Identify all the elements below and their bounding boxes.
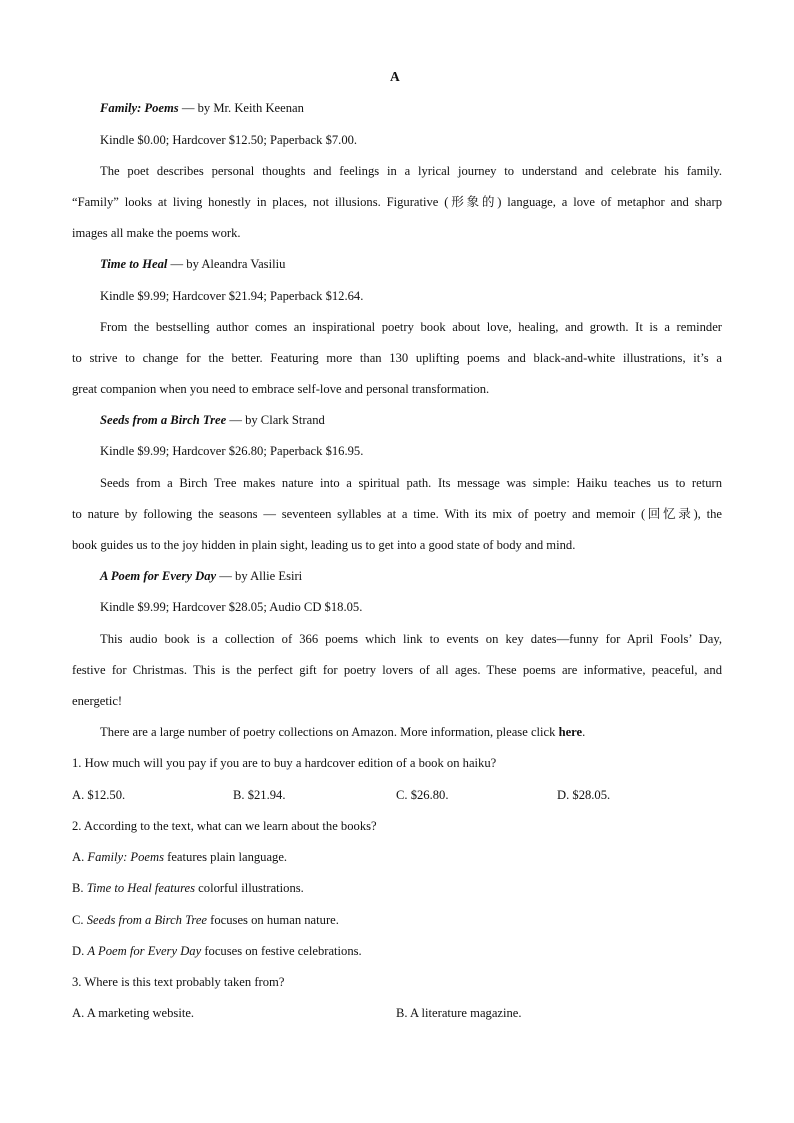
question-3-stem: 3. Where is this text probably taken from? (72, 975, 285, 989)
book-4-desc-line-3: energetic! (72, 694, 123, 708)
question-2-stem: 2. According to the text, what can we learn about the books? (72, 819, 377, 833)
book-4-prices: Kindle $9.99; Hardcover $28.05; Audio CD $18.05. (100, 600, 363, 614)
book-3-heading (100, 412, 325, 428)
question-2-option-b-title: Time to Heal features (86, 881, 196, 895)
book-3-prices: Kindle $9.99; Hardcover $26.80; Paperback $16.95. (100, 444, 364, 458)
question-2-option-a-title: Family: Poems (87, 850, 164, 864)
question-2-option-b-text: colorful illustrations. (195, 881, 304, 895)
section-title: A (390, 69, 400, 84)
book-1-desc-line-3: images all make the poems work. (72, 226, 241, 240)
book-3-desc-line-1: Seeds from a Birch Tree makes nature into a spiritual path. Its message was simple: Haiku teaches us to return (100, 476, 722, 490)
book-2-desc-line-3: great companion when you need to embrace self-love and personal transformation. (72, 382, 490, 396)
book-1-heading (100, 100, 304, 116)
question-2-option-c (72, 912, 339, 928)
here-link[interactable]: here (558, 725, 583, 739)
closing-end: . (582, 725, 586, 739)
book-3-desc-line-2: to nature by following the seasons — seventeen syllables at a time. With its mix of poetry and memoir (回忆录), the (72, 507, 722, 521)
question-2-option-c-letter: C. (72, 913, 87, 927)
question-2-option-d-letter: D. (72, 944, 88, 958)
book-4-desc-line-1: This audio book is a collection of 366 poems which link to events on key dates—funny for April Fools’ Day, (100, 632, 722, 646)
book-1-desc-line-2: “Family” looks at living honestly in places, not illusions. Figurative (形象的) language, a love of metaphor and sharp (72, 195, 722, 209)
book-4-desc-line-2: festive for Christmas. This is the perfect gift for poetry lovers of all ages. These poems are informative, peaceful, and (72, 663, 722, 677)
question-2-option-b (72, 880, 304, 896)
question-2-option-c-text: focuses on human nature. (207, 913, 339, 927)
question-2-option-a-text: features plain language. (164, 850, 288, 864)
book-1-prices: Kindle $0.00; Hardcover $12.50; Paperback $7.00. (100, 133, 358, 147)
book-1-title: Family: Poems (100, 101, 179, 115)
question-2-option-c-title: Seeds from a Birch Tree (86, 913, 208, 927)
question-1-option-c: C. $26.80. (396, 788, 449, 802)
book-2-desc-line-2: to strive to change for the better. Featuring more than 130 uplifting poems and black-and-white illustrations, it’s a (72, 351, 722, 365)
question-2-option-a-letter: A. (72, 850, 88, 864)
closing-paragraph (100, 724, 585, 740)
question-3-option-a: A. A marketing website. (72, 1006, 195, 1020)
book-3-author: — by Clark Strand (226, 413, 325, 427)
question-1-option-a: A. $12.50. (72, 788, 126, 802)
book-3-title: Seeds from a Birch Tree (100, 413, 227, 427)
book-4-heading (100, 568, 302, 584)
book-1-desc-line-1: The poet describes personal thoughts and feelings in a lyrical journey to understand and celebrate his family. (100, 164, 722, 178)
question-1-option-b: B. $21.94. (233, 788, 286, 802)
question-2-option-d-title: A Poem for Every Day (87, 944, 202, 958)
question-3-option-b: B. A literature magazine. (396, 1006, 522, 1020)
book-2-title: Time to Heal (100, 257, 168, 271)
book-2-prices: Kindle $9.99; Hardcover $21.94; Paperback $12.64. (100, 289, 364, 303)
book-4-author: — by Allie Esiri (216, 569, 303, 583)
question-1-option-d: D. $28.05. (557, 788, 611, 802)
closing-text: There are a large number of poetry collections on Amazon. More information, please click (100, 725, 559, 739)
book-2-heading (100, 256, 285, 272)
question-2-option-b-letter: B. (72, 881, 87, 895)
question-2-option-d (72, 943, 362, 959)
book-2-desc-line-1: From the bestselling author comes an inspirational poetry book about love, healing, and growth. It is a reminder (100, 320, 722, 334)
book-4-title: A Poem for Every Day (100, 569, 217, 583)
book-1-author: — by Mr. Keith Keenan (178, 101, 304, 115)
question-2-option-a (72, 849, 287, 865)
question-1-stem: 1. How much will you pay if you are to buy a hardcover edition of a book on haiku? (72, 756, 497, 770)
question-2-option-d-text: focuses on festive celebrations. (201, 944, 362, 958)
book-2-author: — by Aleandra Vasiliu (167, 257, 286, 271)
book-3-desc-line-3: book guides us to the joy hidden in plain sight, leading us to get into a good state of body and mind. (72, 538, 576, 552)
